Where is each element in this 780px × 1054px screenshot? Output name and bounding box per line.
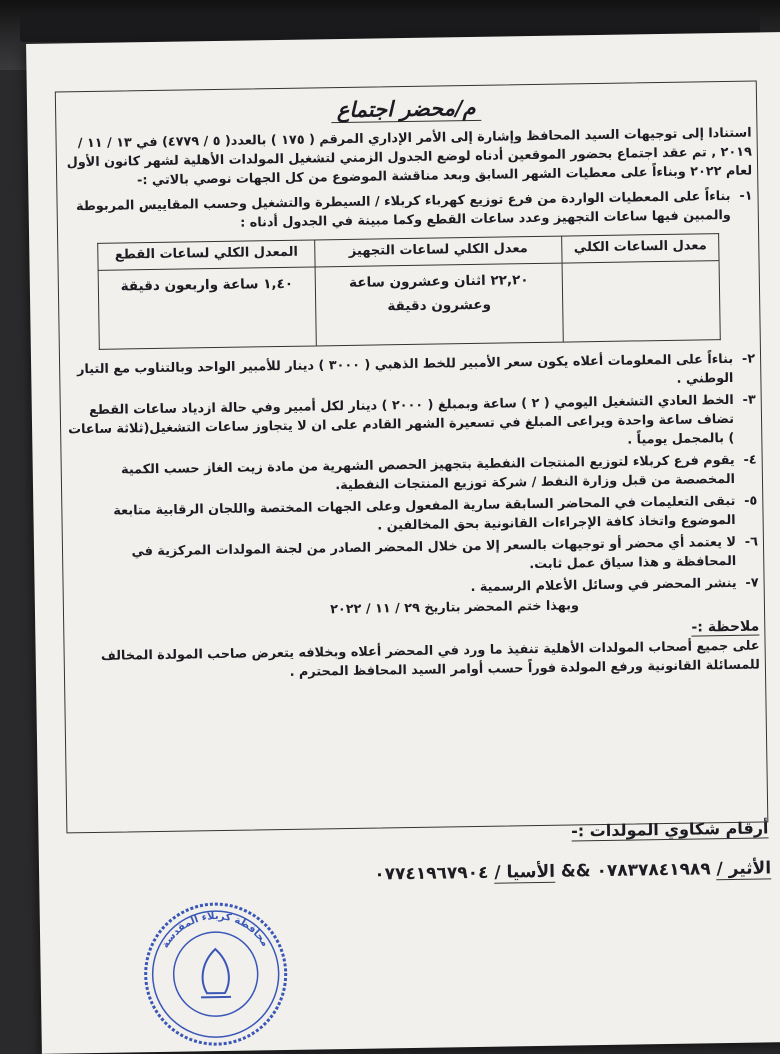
athir-number: ٠٧٨٣٧٨٤١٩٨٩	[596, 859, 711, 882]
seal-emblem-icon	[202, 949, 229, 993]
notes-text: على جميع أصحاب المولدات الأهلية تنفيذ ما ورد في المحضر أعلاه وبخلافه يتعرض صاحب المولدة المخالف للمسائلة القانونية ورفع المولدة فوراً حسب أوامر السيد المحافظ المحترم .	[100, 638, 761, 680]
item-number: ٤-	[743, 452, 757, 468]
contacts-separator: &&	[560, 861, 591, 882]
document-page	[26, 32, 780, 1054]
item-text: يقوم فرع كربلاء لتوزيع المنتجات النفطية بتجهيز الحصص الشهرية من مادة زيت الغاز حسب الكمية المخصصة من قبل وزارة النفط / شركة توزيع المنتجات النفطية.	[121, 452, 736, 494]
document-title: م/محضر اجتماع	[61, 91, 751, 127]
list-item	[68, 533, 759, 582]
item-number: ٢-	[741, 351, 756, 367]
hours-table	[97, 233, 721, 350]
list-item	[62, 187, 753, 236]
closing-date-line: وبهذا ختم المحضر بتاريخ ٢٩ / ١١ / ٢٠٢٢	[330, 598, 580, 618]
table-header: معدل الساعات الكلي	[562, 234, 719, 263]
contacts-heading: أرقام شكاوي المولدات :-	[570, 818, 769, 841]
complaint-numbers	[99, 858, 771, 889]
item-number: ٥-	[744, 493, 758, 509]
item-text: لا يعتمد أي محضر أو توجيهات بالسعر إلا من خلال المحضر الصادر من لجنة المولدات المركزية في المحافظة و هذا سياق عمل ثابت.	[131, 534, 737, 573]
item-text: بناءاً على المعطيات الواردة من فرع توزيع كهرباء كربلاء / السيطرة والتشغيل وحسب المقاييس المربوطة والمبين فيها ساعات التجهيز وعدد ساعات القطع وكما مبينة في الجدول أدناه :	[75, 188, 731, 231]
document-body	[61, 91, 760, 686]
list-item	[67, 451, 758, 500]
intro-paragraph: استنادا إلى توجيهات السيد المحافظ وإشارة إلى الأمر الإداري المرقم ( ١٧٥ ) بالعدد( ٥ / ٤٧٧٩) في ١٣ / ١١ / ٢٠١٩ , تم عقد اجتماع بحضور الموقعين أدناه لوضع الجدول الزمني لتشغيل المولدات الأهلية لشهر كانون الأول لعام ٢٠٢٢ وبناءاً على معطيات الشهر السابق وبعد مناقشة الموضوع من كل الجهات نوصي بالاتي :-	[66, 125, 753, 189]
item-text: الخط العادي التشغيل اليومي ( ٢ ) ساعة وبمبلغ ( ٢٠٠٠ ) دينار لكل أمبير وفي حالة ازدياد ساعات القطع تضاف ساعة واحدة ويراعى المبلغ في تسعيرة الشهر القادم على ان لا يتجاوز ساعات التشغيل(ثلاثة ساعات ) بالمجمل يومياً .	[68, 392, 735, 448]
item-number: ٣-	[742, 392, 756, 408]
seal-text: محافظة كربلاء المقدسة	[159, 910, 271, 951]
athir-label: الأثير /	[716, 858, 772, 880]
item-text: تبقى التعليمات في المحاضر السابقة سارية المفعول وعلى الجهات المختصة واللجان الرقابية متابعة الموضوع واتخاذ كافة الإجراءات القانونية بحق المخالفين .	[113, 493, 736, 534]
item-number: ١-	[739, 188, 753, 204]
asia-label: الأسيا /	[494, 861, 556, 883]
table-header: معدل الكلي لساعات التجهيز	[315, 236, 562, 267]
table-row	[98, 261, 720, 350]
item-number: ٧-	[745, 575, 759, 591]
list-item	[67, 492, 758, 541]
official-seal-stamp	[140, 898, 292, 1050]
table-cell	[562, 261, 720, 342]
list-item	[66, 391, 757, 459]
table-cell: ٢٢,٢٠ اثنان وعشرون ساعة وعشرون دقيقة	[315, 263, 563, 346]
item-text: بناءاً على المعلومات أعلاه يكون سعر الأمبير للخط الذهبي ( ٣٠٠٠ ) دينار للأمبير الواحد وبالتناوب مع التيار الوطني .	[76, 351, 734, 387]
table-header: المعدل الكلي لساعات القطع	[98, 240, 315, 270]
asia-number: ٠٧٧٤١٩٦٧٩٠٤	[374, 862, 489, 885]
table-cell: ١,٤٠ ساعة واربعون دقيقة	[98, 267, 316, 349]
notes-heading: ملاحظة :-	[691, 618, 760, 636]
item-number: ٦-	[744, 534, 759, 550]
item-text: ينشر المحضر في وسائل الأعلام الرسمية .	[470, 575, 737, 596]
list-item	[65, 350, 756, 399]
